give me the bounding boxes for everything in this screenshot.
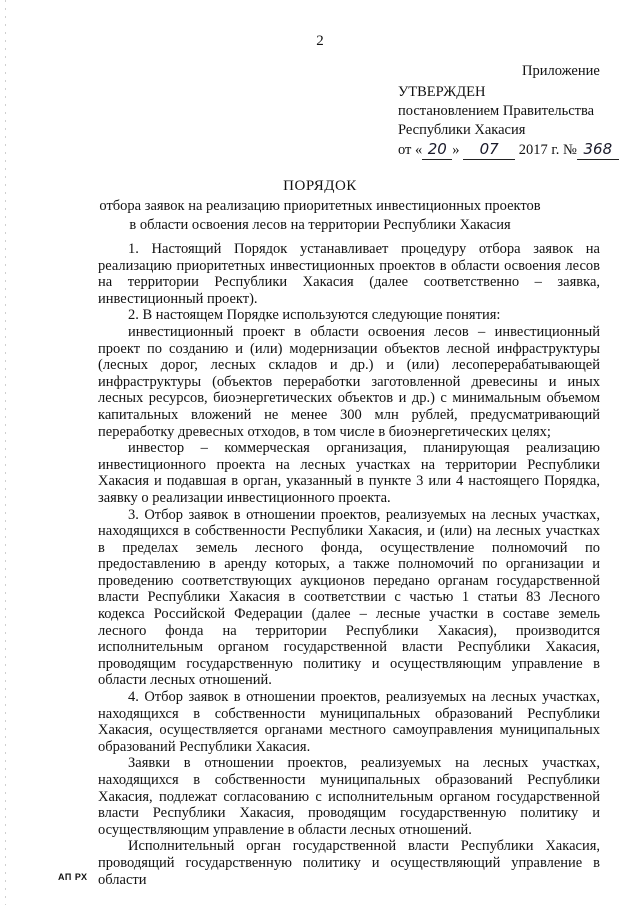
paragraph-2-definition-project: инвестиционный проект в области освоения лесов – инвестиционный проект по созданию и (или) модернизации объектов лесной инфраструктуры (лесных дорог, лесных складов и др.) и (или) лесоперерабатывающей инфраструктуры (объектов переработки заготовленной древесины и иных лесных ресурсов, биоэнергетических объектов и др.) с минимальным объемом капитальных вложений не менее 300 млн рублей, предусматривающий переработку древесных отходов, в том числе в биоэнергетических целях; [98, 323, 600, 440]
subtitle-line-1: отбора заявок на реализацию приоритетных инвестиционных проектов [99, 198, 541, 214]
scan-edge-line [5, 0, 6, 905]
document-title: ПОРЯДОК [283, 178, 357, 194]
appendix-label: Приложение [522, 63, 600, 79]
handwritten-decree-number: 368 [577, 140, 619, 160]
document-subtitle [0, 197, 640, 235]
paragraph-4: 4. Отбор заявок в отношении проектов, реализуемых на лесных участках, находящихся в собственности муниципальных образований Республики Хакасия, осуществляется органами местного самоуправления муниципальных образований Республики Хакасия. [98, 689, 600, 755]
paragraph-3: 3. Отбор заявок в отношении проектов, реализуемых на лесных участках, находящихся в собственности Республики Хакасия, и (или) на лесных участках в пределах земель лесного фонда, осуществление полномочий по предоставлению в аренду которых, а также полномочий по организации и проведению соответствующих аукционов передано органам государственной власти Республики Хакасия в соответствии с частью 1 статьи 83 Лесного кодекса Российской Федерации (далее – лесные участки в составе земель лесного фонда на территории Республики Хакасия), производится исполнительным органом государственной власти Республики Хакасия, проводящим государственную политику и осуществляющим управление в области лесных отношений. [98, 506, 600, 689]
approval-lines [398, 83, 619, 159]
approved-label: УТВЕРЖДЕН [398, 84, 486, 100]
subtitle-line-2: в области освоения лесов на территории Республики Хакасия [129, 217, 511, 233]
page-number: 2 [316, 33, 324, 49]
paragraph-2: 2. В настоящем Порядке используются следующие понятия: [128, 307, 501, 324]
decree-date-line [398, 140, 619, 159]
date-prefix: от « [398, 142, 423, 158]
handwritten-month: 07 [463, 140, 515, 160]
date-year: 2017 г. № [515, 142, 577, 158]
paragraph-4-continued: Исполнительный орган государственной власти Республики Хакасия, проводящий государственную политику и осуществляющий управление в области [98, 838, 600, 888]
footer-code: АП РХ [58, 872, 88, 882]
document-body [98, 241, 600, 888]
decree-label: постановлением Правительства [398, 103, 595, 119]
handwritten-day: 20 [422, 140, 452, 160]
paragraph-1: 1. Настоящий Порядок устанавливает процедуру отбора заявок на реализацию приоритетных инвестиционных проектов в области освоения лесов на территории Республики Хакасия (далее соответственно – заявка, инвестиционный проект). [98, 241, 600, 307]
paragraph-2-definition-investor: инвестор – коммерческая организация, планирующая реализацию инвестиционного проекта на лесных участках на территории Республики Хакасия и подавшая в орган, указанный в пункте 3 или 4 настоящего Порядка, заявку о реализации инвестиционного проекта. [98, 440, 600, 506]
date-separator: » [452, 142, 464, 158]
paragraph-4-approval: Заявки в отношении проектов, реализуемых на лесных участках, находящихся в собственности муниципальных образований Республики Хакасия, подлежат согласованию с исполнительным органом государственной власти Республики Хакасия, проводящим государственную политику и осуществляющим управление в области лесных отношений. [98, 755, 600, 838]
region-label: Республики Хакасия [398, 122, 526, 138]
